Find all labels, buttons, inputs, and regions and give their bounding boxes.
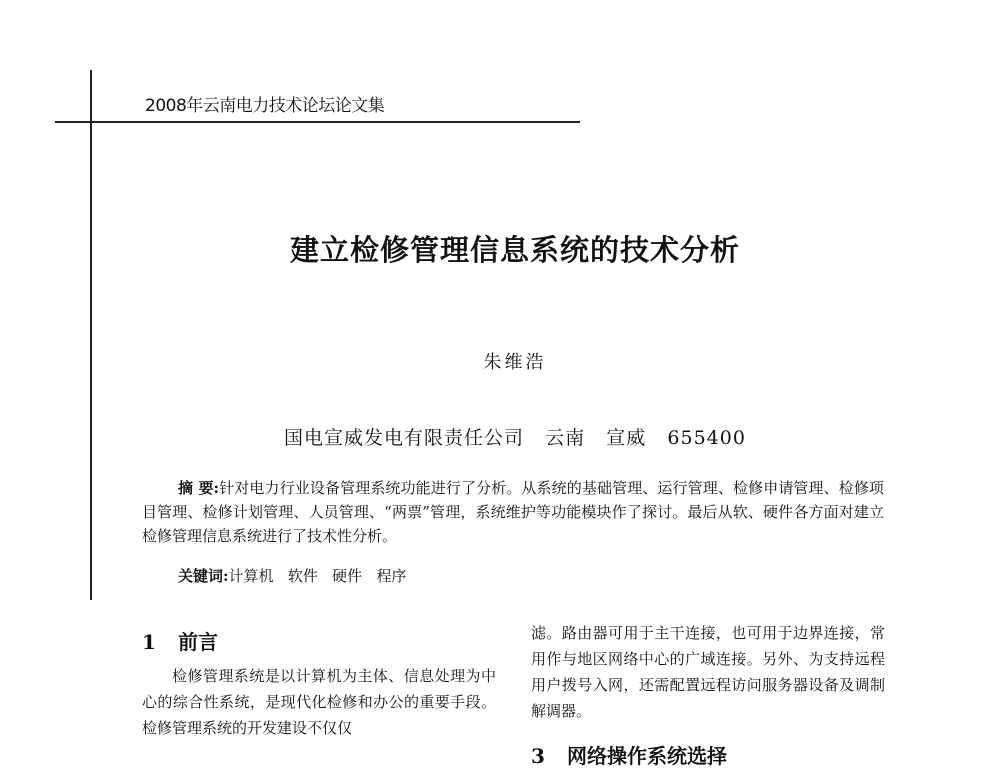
section-3-heading <box>531 740 885 769</box>
margin-vertical-rule <box>90 70 92 600</box>
right-column <box>531 620 885 769</box>
abstract-text: 针对电力行业设备管理系统功能进行了分析。从系统的基础管理、运行管理、检修申请管理、检修项目管理、检修计划管理、人员管理、“两票”管理，系统维护等功能模块作了探讨。最后从软、硬件各方面对建立检修管理信息系统进行了技术性分析。 <box>142 479 884 545</box>
section-3-title: 网络操作系统选择 <box>567 744 727 768</box>
keywords-label: 关键词: <box>178 567 229 585</box>
abstract <box>142 476 884 548</box>
section-1-title: 前言 <box>178 630 218 654</box>
header-rule <box>55 121 580 123</box>
abstract-label: 摘 要: <box>178 479 220 497</box>
author-affiliation: 国电宣威发电有限责任公司 云南 宣威 655400 <box>284 427 746 449</box>
running-header: 2008年云南电力技术论坛论文集 <box>145 96 385 116</box>
section-3-number: 3 <box>531 744 545 768</box>
section-2-paragraph-continued: 滤。路由器可用于主干连接，也可用于边界连接，常用作与地区网络中心的广域连接。另外、为支持远程用户拨号入网，还需配置远程访问服务器设备及调制解调器。 <box>531 624 885 720</box>
keywords <box>178 565 406 586</box>
keywords-text: 计算机 软件 硬件 程序 <box>228 567 407 585</box>
section-1-heading <box>142 626 496 655</box>
author-name: 朱维浩 <box>483 352 547 373</box>
section-1-number: 1 <box>142 630 156 654</box>
left-column <box>142 626 496 741</box>
section-1-paragraph: 检修管理系统是以计算机为主体、信息处理为中心的综合性系统，是现代化检修和办公的重要手段。检修管理系统的开发建设不仅仅 <box>142 667 496 737</box>
paper-title: 建立检修管理信息系统的技术分析 <box>289 233 740 267</box>
